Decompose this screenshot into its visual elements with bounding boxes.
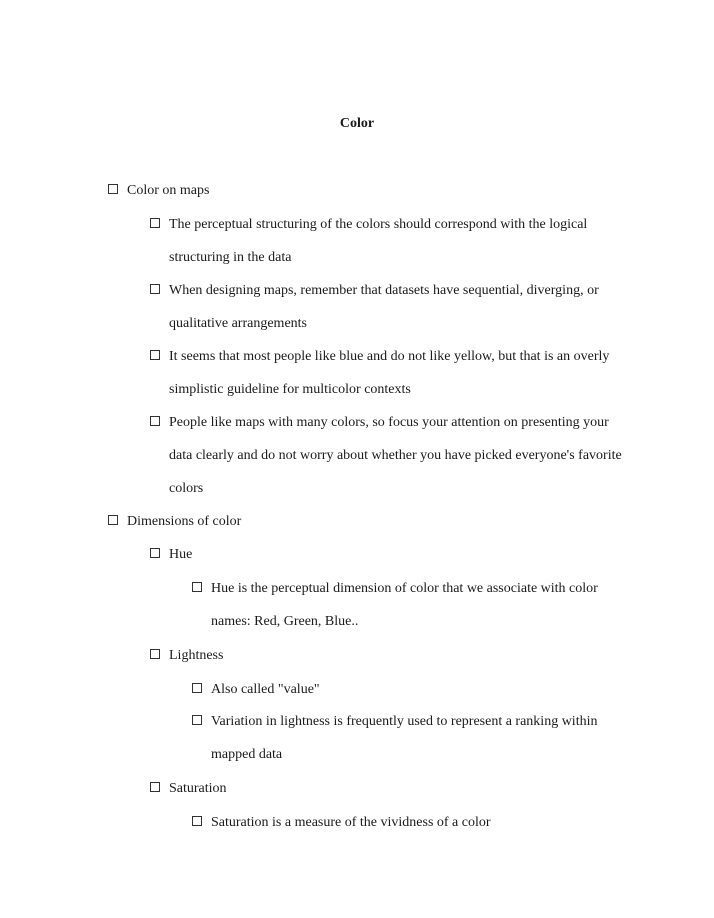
checkbox[interactable] <box>150 350 160 360</box>
outline-item <box>150 639 630 672</box>
outline-item <box>192 572 612 638</box>
checkbox[interactable] <box>192 582 202 592</box>
outline-item <box>150 274 630 340</box>
outline-item-label: Color on maps <box>127 183 210 198</box>
outline-item-label: Variation in lightness is frequently used to represent a ranking within mapped data <box>211 714 598 762</box>
outline-item-label: It seems that most people like blue and do not like yellow, but that is an overly simplistic guideline for multicolor contexts <box>169 349 610 397</box>
checkbox[interactable] <box>150 782 160 792</box>
checkbox[interactable] <box>150 416 160 426</box>
checkbox[interactable] <box>150 284 160 294</box>
checkbox[interactable] <box>108 515 118 525</box>
outline-item-label: Dimensions of color <box>127 514 242 529</box>
outline-item-label: The perceptual structuring of the colors should correspond with the logical structuring in the data <box>169 217 588 265</box>
outline-item-label: When designing maps, remember that datasets have sequential, diverging, or qualitative arrangements <box>169 283 599 331</box>
outline-item-label: Hue is the perceptual dimension of color that we associate with color names: Red, Green, Blue.. <box>211 581 598 629</box>
outline-item-label: Also called "value" <box>211 682 320 697</box>
checkbox[interactable] <box>150 548 160 558</box>
outline-item-label: Lightness <box>169 648 224 663</box>
outline-item <box>150 340 630 406</box>
checkbox[interactable] <box>150 649 160 659</box>
outline-item <box>108 505 608 538</box>
checkbox[interactable] <box>108 184 118 194</box>
checkbox[interactable] <box>150 218 160 228</box>
outline-item <box>150 406 630 505</box>
outline-item <box>192 673 612 706</box>
checkbox[interactable] <box>192 816 202 826</box>
outline-item <box>192 705 612 771</box>
outline-item <box>192 806 612 839</box>
outline-item <box>150 208 630 274</box>
outline-item-label: Saturation <box>169 781 227 796</box>
outline-item <box>150 538 630 571</box>
outline-item <box>108 174 608 207</box>
page-title: Color <box>339 116 375 131</box>
outline-item-label: Saturation is a measure of the vividness of a color <box>211 815 491 830</box>
checkbox[interactable] <box>192 683 202 693</box>
outline-item-label: People like maps with many colors, so focus your attention on presenting your data clearly and do not worry about whether you have picked everyone's favorite colors <box>169 415 622 496</box>
outline-item-label: Hue <box>169 547 193 562</box>
checkbox[interactable] <box>192 715 202 725</box>
outline-item <box>150 772 630 805</box>
